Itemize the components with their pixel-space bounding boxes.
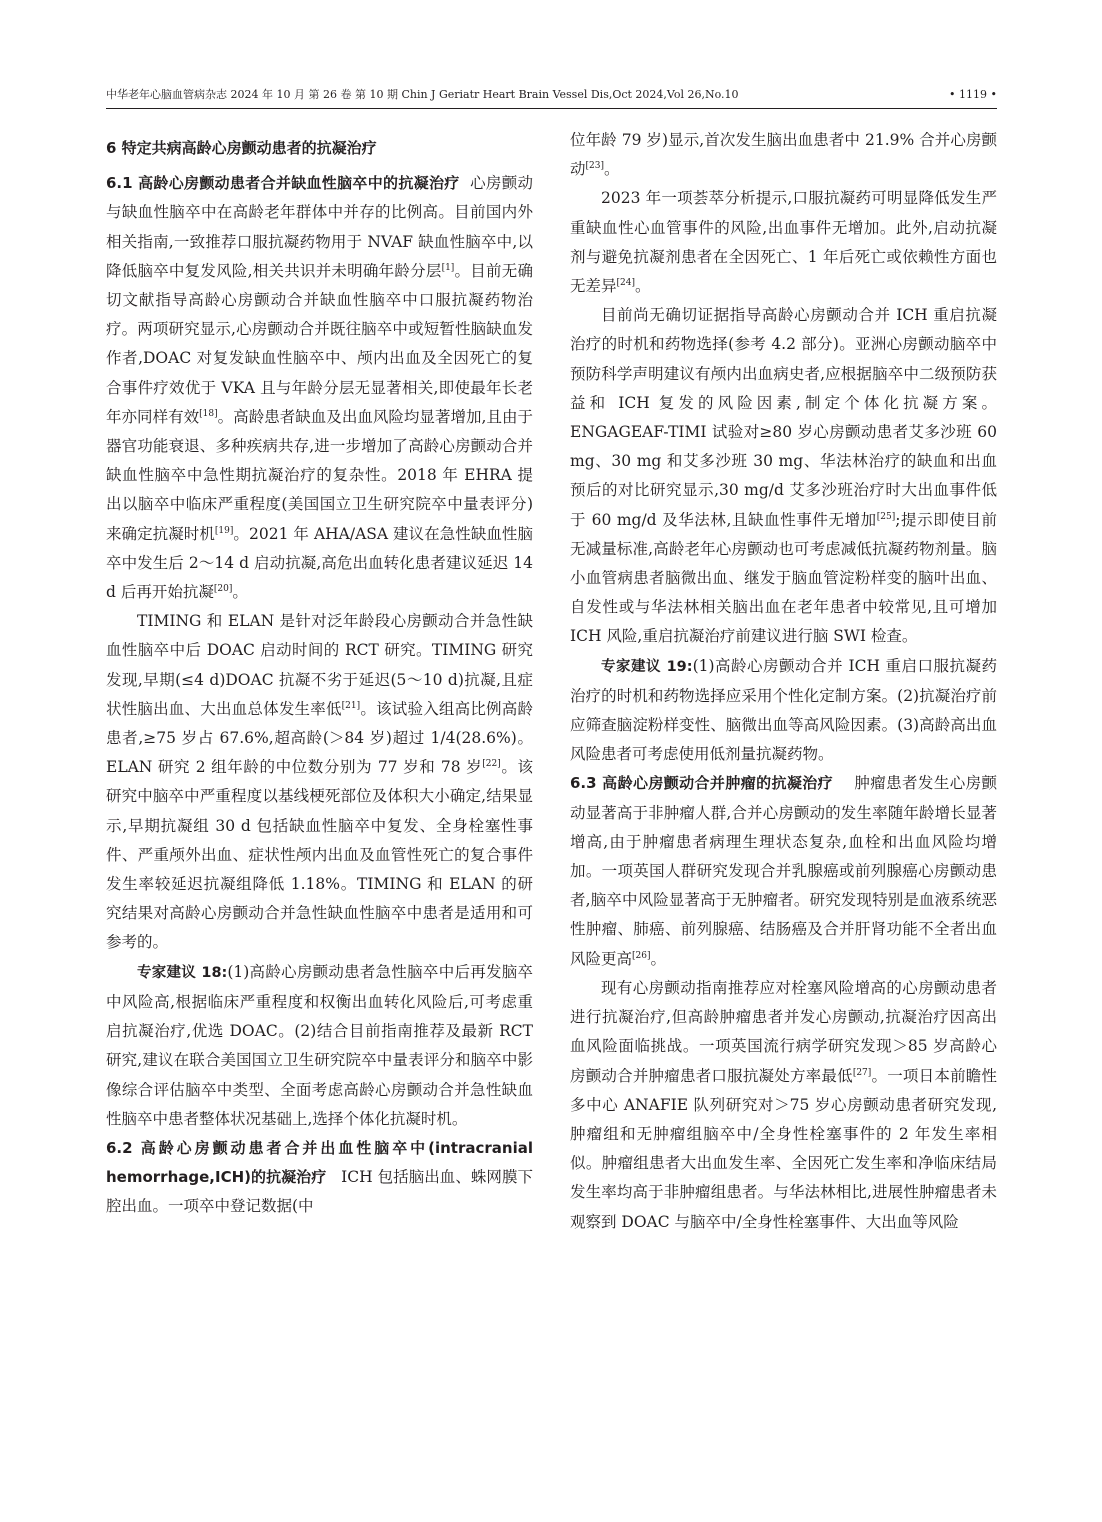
citation: [25] [876,511,896,522]
journal-citation: 中华老年心脑血管病杂志 2024 年 10 月 第 26 卷 第 10 期 Chin J Geriatr Heart Brain Vessel Dis,Oct 2024,Vol 26,No.10 [106,88,739,101]
section-title: 6 特定共病高龄心房颤动患者的抗凝治疗 [106,139,377,157]
citation: [22] [482,759,501,770]
citation: [1] [441,262,455,273]
citation: [21] [341,700,361,711]
paragraph-tumor-guidelines: 现有心房颤动指南推荐应对栓塞风险增高的心房颤动患者进行抗凝治疗,但高龄肿瘤患者并发心房颤动,抗凝治疗因高出血风险面临挑战。一项英国流行病学研究发现＞85 岁高龄心房颤动合并肿瘤患者口服抗凝处方率最低[27]。一项日本前瞻性多中心 ANAFIE 队列研究对＞75 岁心房颤动患者研究发现,肿瘤组和无肿瘤组脑卒中/全身性栓塞事件的 2 年发生率相似。肿瘤组患者大出血发生率、全因死亡发生率和净临床结局发生率均高于非肿瘤组患者。与华法林相比,进展性肿瘤患者未观察到 DOAC 与脑卒中/全身性栓塞事件、大出血等风险 [570,978,997,1231]
citation: [20] [213,584,233,595]
right-column [570,126,997,1237]
subsection-heading-6-2: 6.2 高龄心房颤动患者合并出血性脑卒中(intracranial hemorrhage,ICH)的抗凝治疗 [106,1138,533,1187]
expert-label-19: 专家建议 19: [601,658,693,675]
citation: [26] [632,950,651,961]
expert-recommendation-18: 专家建议 18:(1)高龄心房颤动患者急性脑卒中后再发脑卒中风险高,根据临床严重程度和权衡出血转化风险后,可考虑重启抗凝治疗,优选 DOAC。(2)结合目前指南推荐及最新 RCT 研究,建议在联合美国国立卫生研究院卒中量表评分和脑卒中影像综合评估脑卒中类型、全面考虑高龄心房颤动合并急性缺血性脑卒中患者整体状况基础上,选择个体化抗凝时机。 [106,962,533,1128]
paragraph-6-1: 6.1 高龄心房颤动患者合并缺血性脑卒中的抗凝治疗 心房颤动与缺血性脑卒中在高龄老年群体中并存的比例高。目前国内外相关指南,一致推荐口服抗凝药物用于 NVAF 缺血性脑卒中,以降低脑卒中复发风险,相关共识并未明确年龄分层[1]。目前无确切文献指导高龄心房颤动合并缺血性脑卒中口服抗凝药物治疗。两项研究显示,心房颤动合并既往脑卒中或短暂性脑缺血发作者,DOAC 对复发缺血性脑卒中、颅内出血及全因死亡的复合事件疗效优于 VKA 且与年龄分层无显著相关,即使最年长老年亦同样有效[18]。高龄患者缺血及出血风险均显著增加,且由于器官功能衰退、多种疾病共存,进一步增加了高龄心房颤动合并缺血性脑卒中急性期抗凝治疗的复杂性。2018 年 EHRA 提出以脑卒中临床严重程度(美国国立卫生研究院卒中量表评分)来确定抗凝时机[19]。2021 年 AHA/ASA 建议在急性缺血性脑卒中发生后 2～14 d 启动抗凝,高危出血转化患者建议延迟 14 d 后再开始抗凝[20]。 [106,174,534,602]
paragraph-continued: 位年龄 79 岁)显示,首次发生脑出血患者中 21.9% 合并心房颤动[23]。 [570,131,997,179]
subsection-heading-6-1: 6.1 高龄心房颤动患者合并缺血性脑卒中的抗凝治疗 [106,174,460,193]
expert-recommendation-19: 专家建议 19:(1)高龄心房颤动合并 ICH 重启口服抗凝药治疗的时机和药物选择应采用个性化定制方案。(2)抗凝治疗前应筛查脑淀粉样变性、脑微出血等高风险因素。(3)高龄高出血风险患者可考虑使用低剂量抗凝药物。 [570,656,997,764]
citation: [19] [214,525,234,536]
paragraph-timing-elan: TIMING 和 ELAN 是针对泛年龄段心房颤动合并急性缺血性脑卒中后 DOAC 启动时间的 RCT 研究。TIMING 研究发现,早期(≤4 d)DOAC 抗凝不劣于延迟(5～10 d)抗凝,且症状性脑出血、大出血总体发生率低[21]。该试验入组高比例高龄患者,≥75 岁占 67.6%,超高龄(＞84 岁)超过 1/4(28.6%)。ELAN 研究 2 组年龄的中位数分别为 77 岁和 78 岁[22]。该研究中脑卒中严重程度以基线梗死部位及体积大小确定,结果显示,早期抗凝组 30 d 包括缺血性脑卒中复发、全身栓塞性事件、严重颅外出血、症状性颅内出血及血管性死亡的复合事件发生率较延迟抗凝组降低 1.18%。TIMING 和 ELAN 的研究结果对高龄心房颤动合并急性缺血性脑卒中患者是适用和可参考的。 [106,612,533,952]
running-header [106,82,997,109]
citation: [24] [616,278,635,289]
paragraph-6-3: 6.3 高龄心房颤动合并肿瘤的抗凝治疗 肿瘤患者发生心房颤动显著高于非肿瘤人群,合并心房颤动的发生率随年龄增长显著增高,由于肿瘤患者病理生理状态复杂,血栓和出血风险均增加。一项英国人群研究发现合并乳腺癌或前列腺癌心房颤动患者,脑卒中风险显著高于无肿瘤者。研究发现特别是血液系统恶性肿瘤、肺癌、前列腺癌、结肠癌及合并肝肾功能不全者出血风险更高[26]。 [570,774,997,968]
paragraph-meta-analysis: 2023 年一项荟萃分析提示,口服抗凝药可明显降低发生严重缺血性心血管事件的风险,出血事件无增加。此外,启动抗凝剂与避免抗凝剂患者在全因死亡、1 年后死亡或依赖性方面也无差异[24]。 [570,189,997,296]
citation: [27] [852,1067,872,1078]
subsection-heading-6-3: 6.3 高龄心房颤动合并肿瘤的抗凝治疗 [570,774,834,793]
page-number: • 1119 • [949,88,997,101]
expert-label-18: 专家建议 18: [137,964,228,981]
paragraph-6-2: 6.2 高龄心房颤动患者合并出血性脑卒中(intracranial hemorrhage,ICH)的抗凝治疗 ICH 包括脑出血、蛛网膜下腔出血。一项卒中登记数据(中 [106,1138,533,1216]
paragraph-ich: 目前尚无确切证据指导高龄心房颤动合并 ICH 重启抗凝治疗的时机和药物选择(参考 4.2 部分)。亚洲心房颤动脑卒中预防科学声明建议有颅内出血病史者,应根据脑卒中二级预防获益和 ICH 复发的风险因素,制定个体化抗凝方案。ENGAGEAF-TIMI 试验对≥80 岁心房颤动患者艾多沙班 60 mg、30 mg 和艾多沙班 30 mg、华法林治疗的缺血和出血预后的对比研究显示,30 mg/d 艾多沙班治疗时大出血事件低于 60 mg/d 及华法林,且缺血性事件无增加[25];提示即使目前无减量标准,高龄老年心房颤动也可考虑减低抗凝药物剂量。脑小血管病患者脑微出血、继发于脑血管淀粉样变的脑叶出血、自发性或与华法林相关脑出血在老年患者中较常见,且可增加 ICH 风险,重启抗凝治疗前建议进行脑 SWI 检查。 [570,306,997,646]
left-column [106,126,533,1222]
citation: [18] [199,408,218,419]
citation: [23] [585,161,604,172]
